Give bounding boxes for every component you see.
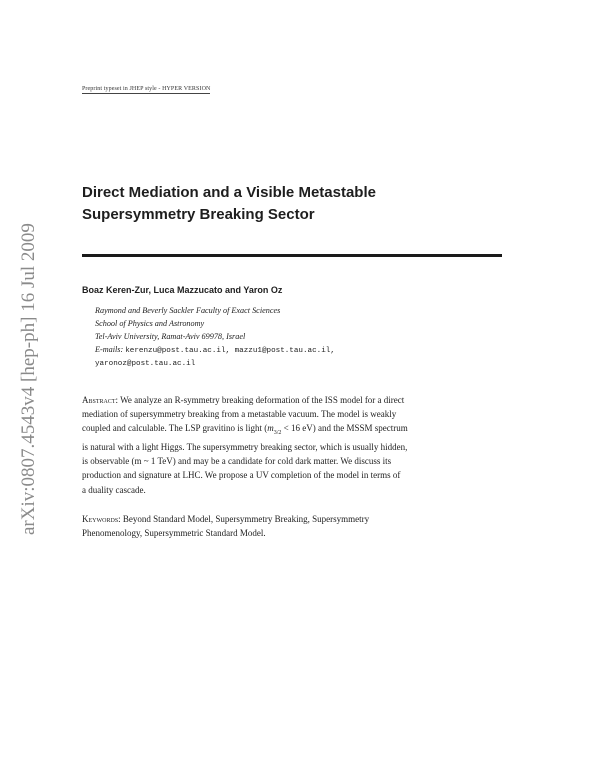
affiliation-block <box>95 304 505 371</box>
email-addresses-1: kerenzu@post.tau.ac.il, mazzu1@post.tau.ac.il, <box>125 347 335 355</box>
abstract-line-4: is natural with a light Higgs. The supersymmetry breaking sector, which is usually hidden, <box>82 442 408 453</box>
keywords-line-2: Phenomenology, Supersymmetric Standard Model. <box>82 528 266 539</box>
title-line-1: Direct Mediation and a Visible Metastable <box>82 184 376 201</box>
keywords <box>82 512 502 540</box>
abstract <box>82 393 502 497</box>
preprint-note: Preprint typeset in JHEP style - HYPER VERSION <box>82 86 211 92</box>
title-rule <box>82 254 502 257</box>
abstract-line-7: a duality cascade. <box>82 484 146 495</box>
affiliation-line-3: Tel-Aviv University, Ramat-Aviv 69978, Israel <box>95 332 246 341</box>
keywords-line-1: Keywords: Beyond Standard Model, Supersymmetry Breaking, Supersymmetry <box>82 514 370 524</box>
keywords-label: Keywords: <box>82 514 121 524</box>
abstract-line-5: is observable (m ~ 1 TeV) and may be a candidate for cold dark matter. We discuss its <box>82 456 392 467</box>
affiliation-line-1: Raymond and Beverly Sackler Faculty of Exact Sciences <box>95 306 281 315</box>
email-addresses-2: yaronoz@post.tau.ac.il <box>95 360 196 368</box>
abstract-label: Abstract: <box>82 395 119 405</box>
arxiv-identifier-stamp: arXiv:0807.4543v4 [hep-ph] 16 Jul 2009 <box>18 223 39 535</box>
abstract-line-2: mediation of supersymmetry breaking from a metastable vacuum. The model is weakly <box>82 409 397 420</box>
email-line-1 <box>95 343 505 358</box>
paper-title <box>82 182 502 226</box>
abstract-line-1: Abstract: We analyze an R-symmetry breaking deformation of the ISS model for a direct <box>82 395 405 405</box>
abstract-line-6: production and signature at LHC. We propose a UV completion of the model in terms of <box>82 470 401 481</box>
abstract-line-3: coupled and calculable. The LSP gravitino is light ($m_{3/2} < 16$ eV) and the MSSM spectrum <box>82 423 408 437</box>
affiliation-line-2: School of Physics and Astronomy <box>95 319 205 328</box>
author-list: Boaz Keren-Zur, Luca Mazzucato and Yaron Oz <box>82 285 283 295</box>
emails-label: E-mails: <box>95 345 124 354</box>
title-line-2: Supersymmetry Breaking Sector <box>82 206 315 223</box>
